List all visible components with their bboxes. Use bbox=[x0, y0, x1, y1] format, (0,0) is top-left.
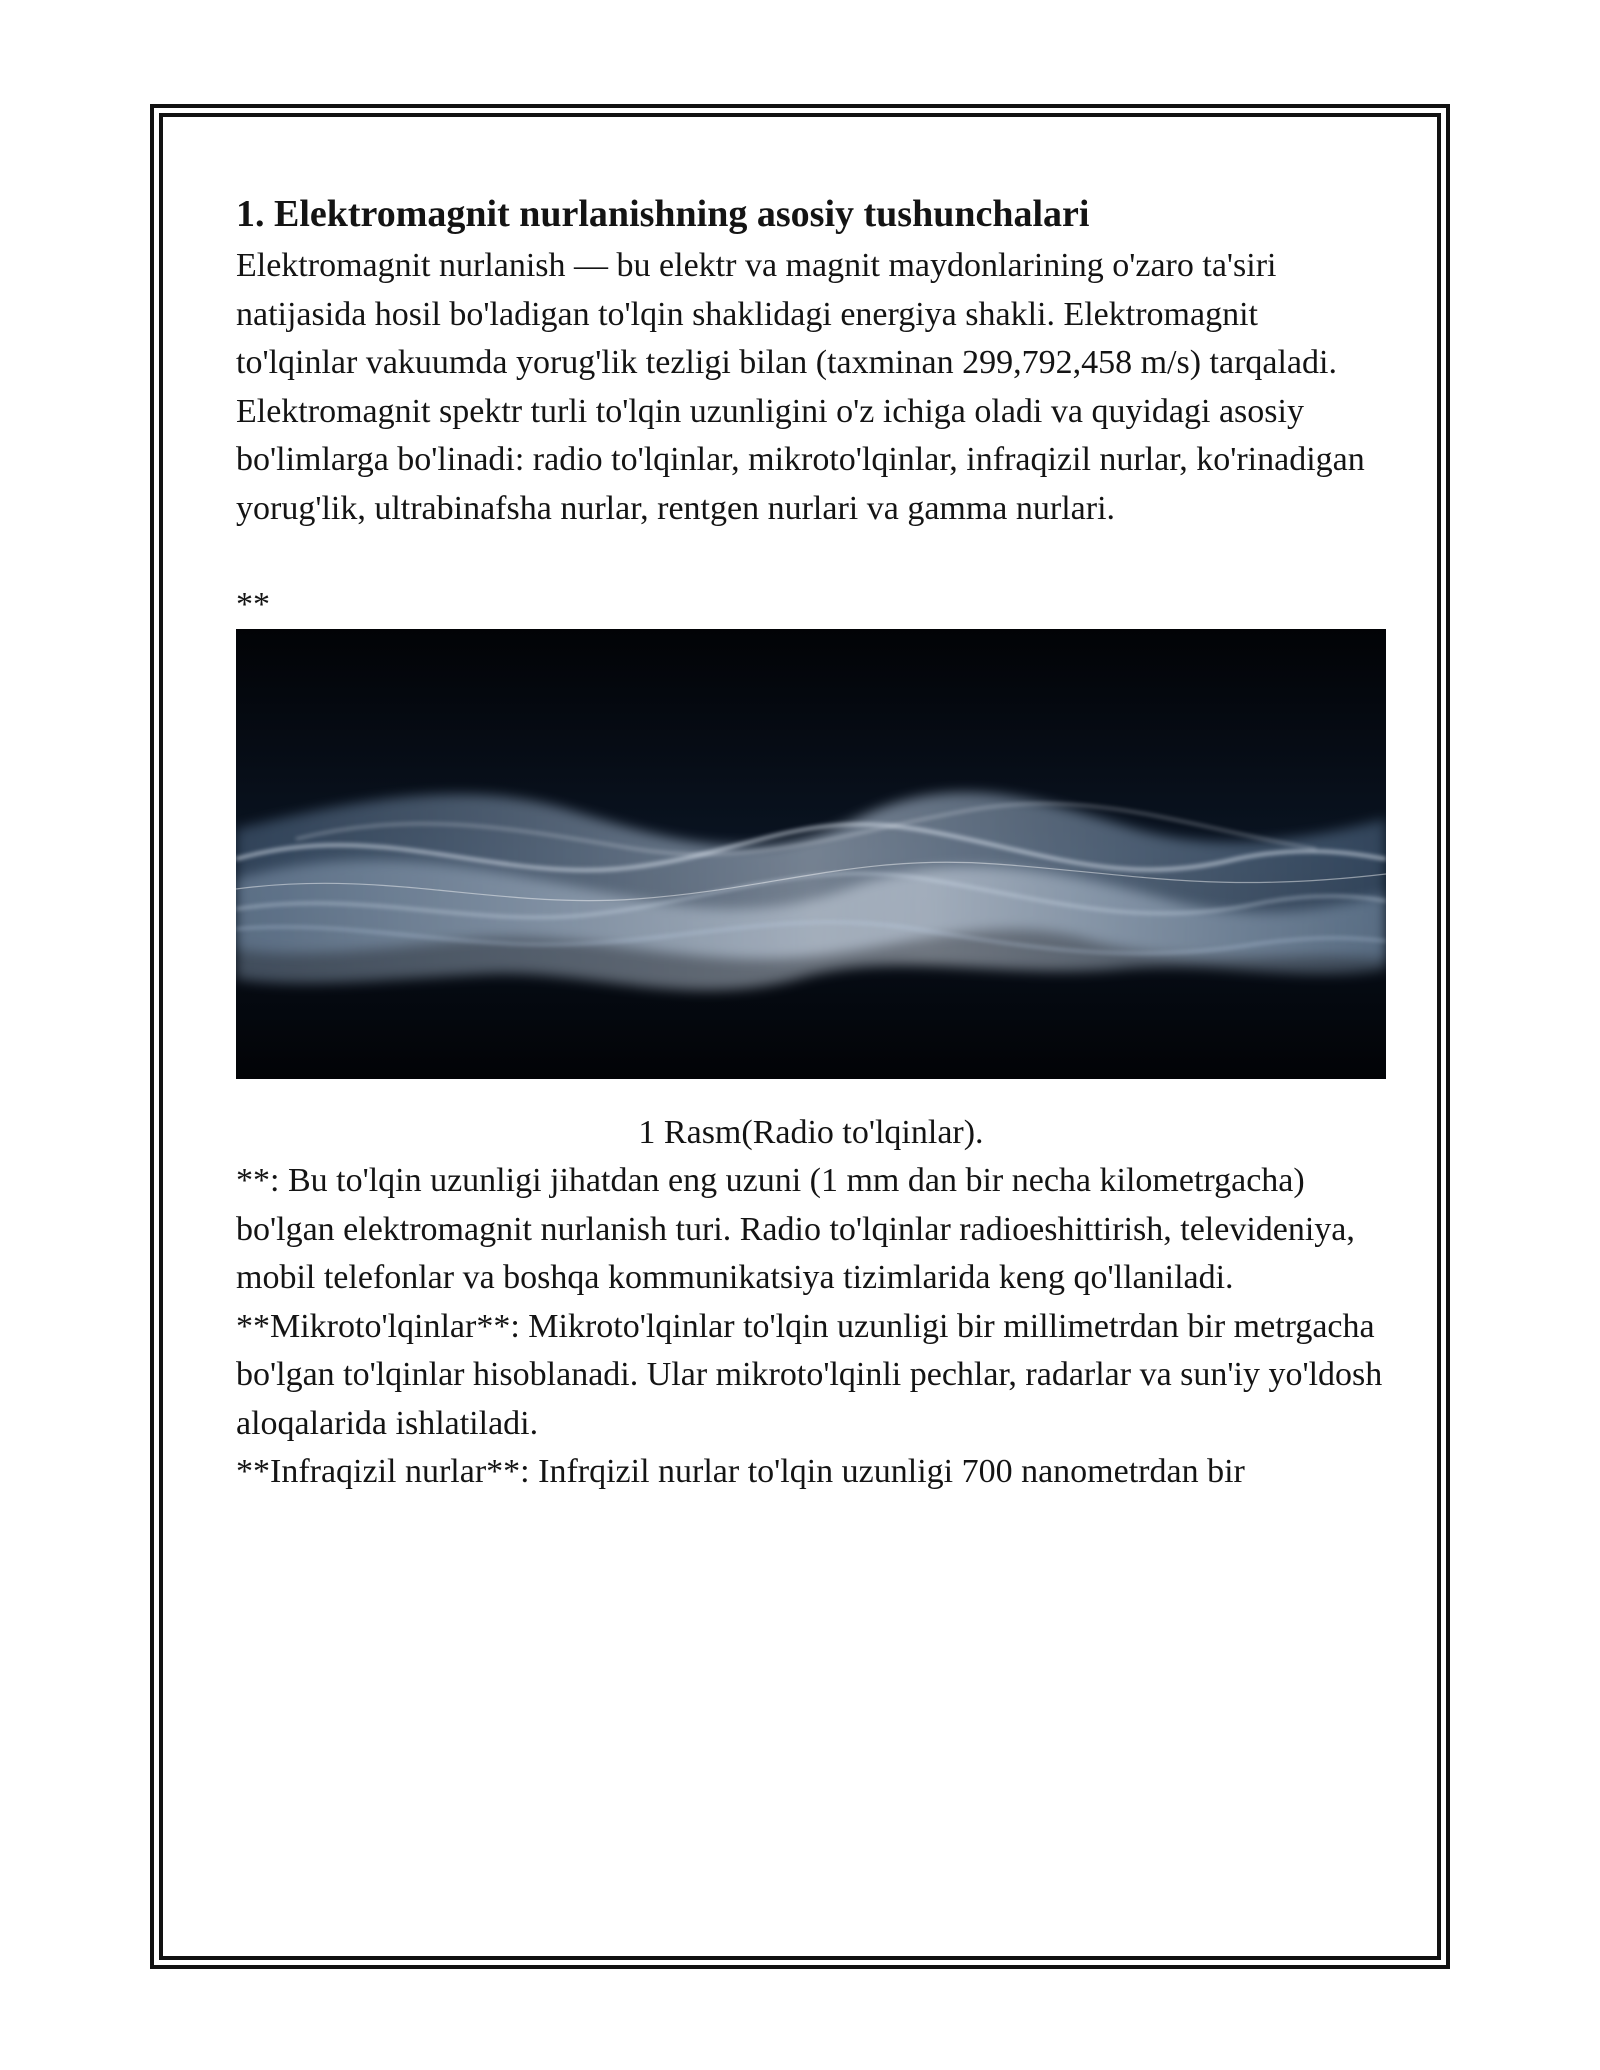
radio-waves-figure bbox=[236, 629, 1386, 1079]
document-body bbox=[236, 186, 1386, 1497]
paragraph-spectrum: Elektromagnit spektr turli to'lqin uzunligini o'z ichiga oladi va quyidagi asosiy bo'limlarga bo'linadi: radio to'lqinlar, mikroto'lqinlar, infraqizil nurlar, ko'rinadigan yorug'lik, ultrabinafsha nurlar, rentgen nurlari va gamma nurlari. bbox=[236, 392, 1365, 527]
section-heading: 1. Elektromagnit nurlanishning asosiy tushunchalari bbox=[236, 193, 1090, 235]
paragraph-infrared: **Infraqizil nurlar**: Infrqizil nurlar to'lqin uzunligi 700 nanometrdan bir bbox=[236, 1453, 1245, 1490]
paragraph-microwaves: **Mikroto'lqinlar**: Mikroto'lqinlar to'lqin uzunligi bir millimetrdan bir metrgacha bo'lgan to'lqinlar hisoblanadi. Ular mikroto'lqinli pechlar, radarlar va sun'iy yo'ldosh aloqalarida ishlatiladi. bbox=[236, 1307, 1383, 1442]
paragraph-radio: **: Bu to'lqin uzunligi jihatdan eng uzuni (1 mm dan bir necha kilometrgacha) bo'lgan elektromagnit nurlanish turi. Radio to'lqinlar radioeshittirish, televideniya, mobil telefonlar va boshqa kommunikatsiya tizimlarida keng qo'llaniladi. bbox=[236, 1162, 1355, 1296]
stars-line: ** bbox=[236, 586, 270, 623]
paragraph-definition: Elektromagnit nurlanish — bu elektr va magnit maydonlarining o'zaro ta'siri natijasida hosil bo'ladigan to'lqin shaklidagi energiya shakli. Elektromagnit to'lqinlar vakuumda yorug'lik tezligi bilan (taxminan 299,792,458 m/s) tarqaladi. bbox=[236, 247, 1337, 381]
figure-caption: 1 Rasm(Radio to'lqinlar). bbox=[638, 1114, 984, 1151]
